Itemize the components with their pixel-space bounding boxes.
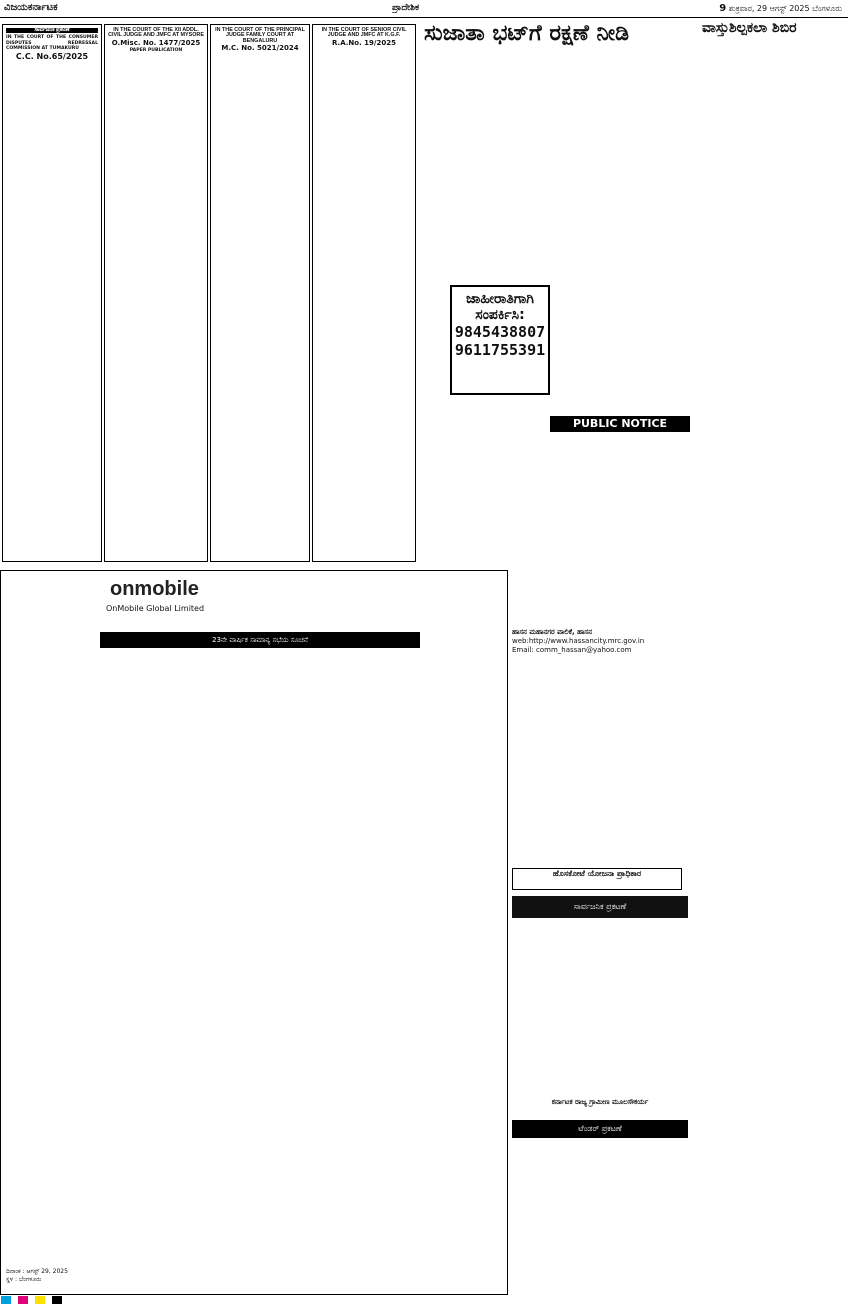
page-header <box>0 0 848 18</box>
hassan-notice <box>512 628 684 655</box>
ad-contact-box <box>450 285 550 395</box>
date-line <box>719 3 842 14</box>
cyan-swatch <box>1 1296 11 1304</box>
onmobile-ad <box>0 570 508 1295</box>
column-2 <box>104 24 208 562</box>
case-number: M.C. No. 5021/2024 <box>221 44 299 53</box>
hassan-title: ಹಾಸನ ಮಹಾನಗರ ಪಾಲಿಕೆ, ಹಾಸನ <box>512 628 593 636</box>
footer-date <box>6 1268 68 1284</box>
hosakote-tag: ಸಾರ್ವಜನಿಕ ಪ್ರಕಟಣೆ <box>512 896 688 918</box>
main-headline: ಸುಜಾತಾ ಭಟ್‌ಗೆ ರಕ್ಷಣೆ ನೀಡಿ <box>424 20 629 46</box>
phone-1: 9845438807 <box>454 323 546 341</box>
brand-logo: ವಿಜಯಕರ್ನಾಟಕ <box>4 2 58 13</box>
case-number: R.A.No. 19/2025 <box>332 38 396 47</box>
court-title: IN THE COURT OF THE PRINCIPAL JUDGE FAMILY COURT AT BENGALURU <box>215 27 305 44</box>
ad-line-1: ಜಾಹೀರಾತಿಗಾಗಿ <box>466 291 534 307</box>
case-number: C.C. No.65/2025 <box>15 51 89 61</box>
yellow-swatch <box>35 1296 45 1304</box>
case-number: O.Misc. No. 1477/2025 <box>111 38 201 47</box>
column-3 <box>210 24 310 562</box>
date-text: ಶುಕ್ರವಾರ, 29 ಆಗಸ್ಟ್ 2025 <box>728 4 810 13</box>
tender-banner: ಟೆಂಡರ್ ಪ್ರಕಟಣೆ <box>512 1120 688 1138</box>
krdl-title: ಕರ್ನಾಟಕ ರಾಜ್ಯ ಗ್ರಾಮೀಣ ಮೂಲಸೌಕರ್ಯ <box>551 1098 649 1106</box>
magenta-swatch <box>18 1296 28 1304</box>
hosakote-title: ಹೊಸಕೋಟೆ ಯೋಜನಾ ಪ್ರಾಧಿಕಾರ <box>512 868 682 890</box>
column-1 <box>2 24 102 562</box>
box-title: ಸಾರ್ವಜನಿಕ ಪ್ರಕಟಣೆ <box>6 28 98 33</box>
column-4 <box>312 24 416 562</box>
page-number: 9 <box>719 3 727 14</box>
public-notice-banner: PUBLIC NOTICE <box>550 416 690 432</box>
city-text: ಬೆಂಗಳೂರು <box>812 4 842 13</box>
court-title: IN THE COURT OF THE CONSUMER DISPUTES REDRESSAL COMMISSION AT TUMAKURU <box>6 35 98 52</box>
hassan-email: Email: comm_hassan@yahoo.com <box>512 646 632 654</box>
onmobile-title: 23ನೇ ವಾರ್ಷಿಕ ಸಾಮಾನ್ಯ ಸಭೆಯ ಸೂಚನೆ <box>100 632 420 648</box>
black-swatch <box>52 1296 62 1304</box>
color-bar <box>0 1292 848 1304</box>
hassan-web: web:http://www.hassancity.mrc.gov.in <box>512 637 645 645</box>
date-text: ದಿನಾಂಕ : ಆಗಸ್ಟ್ 29, 2025 <box>6 1268 68 1275</box>
place-text: ಸ್ಥಳ : ಬೆಂಗಳೂರು <box>6 1276 42 1283</box>
notice-label: PAPER PUBLICATION <box>129 48 183 54</box>
side-headline: ವಾಸ್ತುಶಿಲ್ಪಕಲಾ ಶಿಬಿರ <box>702 20 797 36</box>
onmobile-sub: OnMobile Global Limited <box>106 604 205 613</box>
court-title: IN THE COURT OF THE XII ADDL. CIVIL JUDGE AND JMFC AT MYSORE <box>108 27 204 39</box>
ad-line-2: ಸಂಪರ್ಕಿಸಿ: <box>475 307 525 323</box>
section-title: ಪ್ರಾದೇಶಿಕ <box>392 3 420 13</box>
phone-2: 9611755391 <box>454 341 546 359</box>
court-title: IN THE COURT OF SENIOR CIVIL JUDGE AND JMFC AT K.G.F. <box>321 27 407 39</box>
onmobile-logo: onmobile <box>110 578 199 600</box>
